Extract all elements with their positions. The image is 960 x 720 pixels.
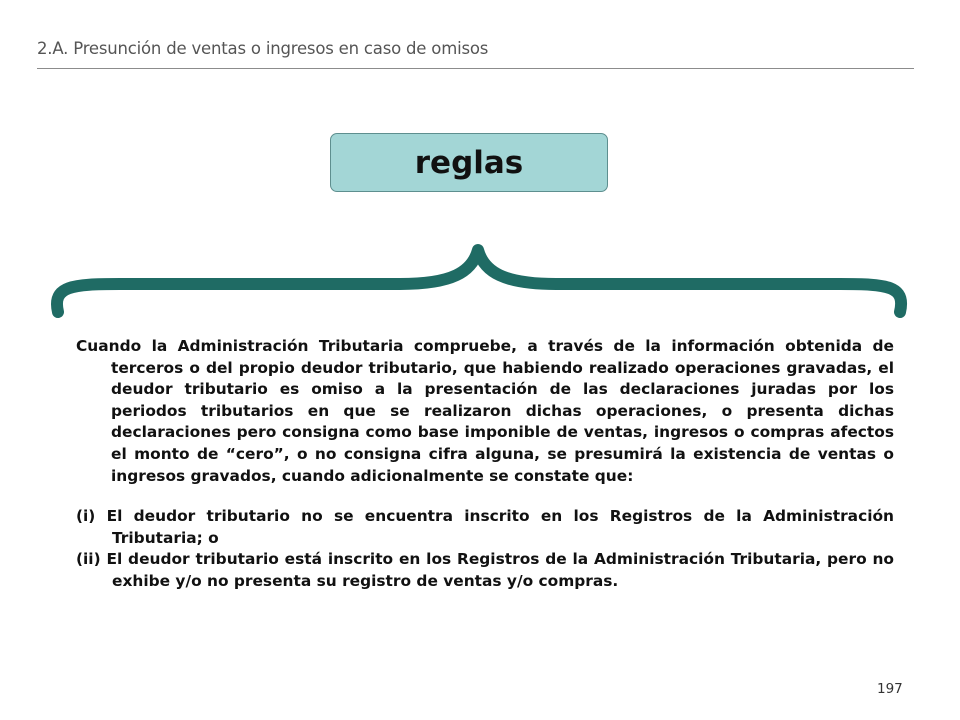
rule-intro-paragraph: Cuando la Administración Tributaria compruebe, a través de la información obtenida de terceros o del propio deudor tributario, que habiendo realizado operaciones gravadas, el deudor tributario es omiso a la presentación de las declaraciones juradas por los periodos tributarios en que se realizaron dichas operaciones, o presenta dichas declaraciones pero consigna como base imponible de ventas, ingresos o compras afectos el monto de “cero”, o no consigna cifra alguna, se presumirá la existencia de ventas o ingresos gravados, cuando adicionalmente se constate que: [76,337,894,485]
rules-label: reglas [414,144,524,181]
page-number: 197 [877,681,903,697]
slide-title: 2.A. Presunción de ventas o ingresos en caso de omisos [37,39,489,58]
rule-text-block [76,336,894,593]
curly-brace-shape [0,0,960,330]
rule-condition-i: (i) El deudor tributario no se encuentra inscrito en los Registros de la Administración Tributaria; o [76,507,894,547]
rule-condition-ii: (ii) El deudor tributario está inscrito en los Registros de la Administración Tributaria, pero no exhibe y/o no presenta su registro de ventas y/o compras. [76,550,894,590]
